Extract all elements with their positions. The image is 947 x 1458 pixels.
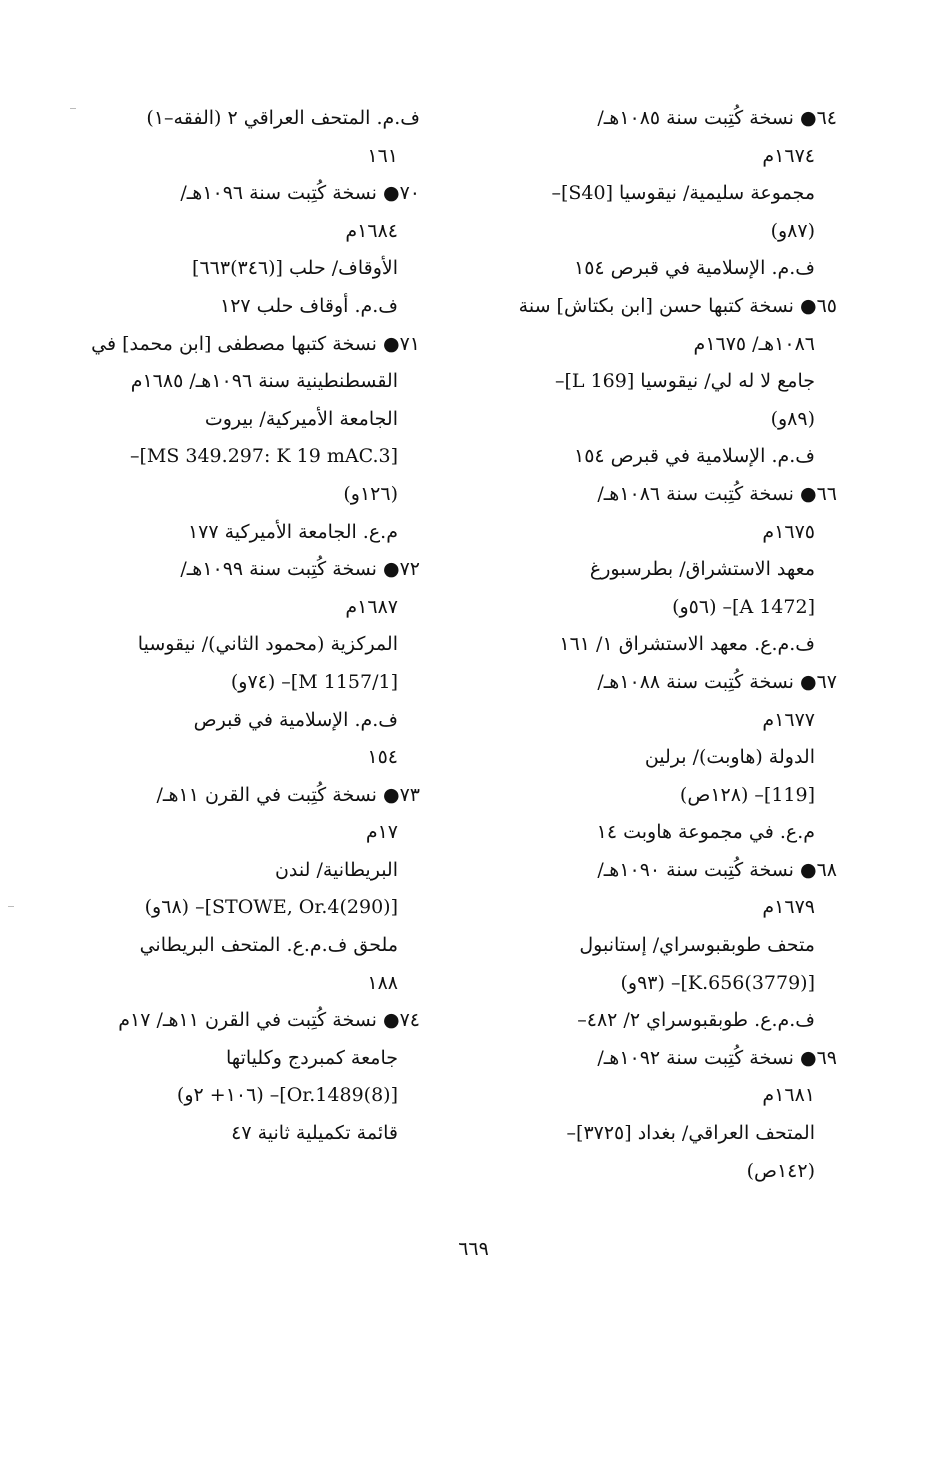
entry-detail-line: ١٠٨٦هـ/ ١٦٧٥م <box>693 332 815 355</box>
entry-heading-line: ٦٦● نسخة كُتِبت سنة ١٠٨٦هـ/ <box>597 482 837 505</box>
entry-heading-line: ٧٣● نسخة كُتِبت في القرن ١١هـ/ <box>156 783 420 806</box>
entry-detail-line: (١٢٦و) <box>343 482 398 505</box>
entry-detail-line: ١٨٨ <box>367 971 398 994</box>
entry-detail-line: ١٦١ <box>367 144 398 167</box>
manuscript-entry <box>90 326 420 552</box>
entry-detail-line: المركزية (محمود الثاني)/ نيقوسيا <box>137 633 398 656</box>
entry-heading-line: ٧٠● نسخة كُتِبت سنة ١٠٩٦هـ/ <box>180 182 420 205</box>
entry-detail-line: ف.م. الإسلامية في قبرص ١٥٤ <box>574 445 815 468</box>
entry-detail-line: البريطانية/ لندن <box>274 858 398 881</box>
entry-heading-line: ٦٧● نسخة كُتِبت سنة ١٠٨٨هـ/ <box>597 670 837 693</box>
entry-heading-line: ٦٩● نسخة كُتِبت سنة ١٠٩٢هـ/ <box>597 1046 837 1069</box>
entry-heading-line: ٧١● نسخة كتبها مصطفى [ابن محمد] في <box>91 332 420 355</box>
entry-detail-line: قائمة تكميلية ثانية ٤٧ <box>231 1122 398 1145</box>
manuscript-entry <box>90 1002 420 1152</box>
manuscript-entry <box>502 852 837 1040</box>
left-column <box>90 100 420 1153</box>
manuscript-entry <box>502 288 837 476</box>
entry-detail-line: ١٧م <box>365 821 398 844</box>
entry-detail-line: [119]– (١٢٨ص) <box>679 783 815 806</box>
entry-detail-line: الدولة (هاوبت)/ برلين <box>644 746 815 769</box>
entry-detail-line: متحف طوبقبوسراي/ إستانبول <box>579 934 815 957</box>
entry-detail-line: ١٦٨٧م <box>345 595 398 618</box>
entry-detail-line: ١٦٨٤م <box>345 219 398 242</box>
entry-detail-line: ١٥٤ <box>367 746 398 769</box>
manuscript-entry <box>90 175 420 325</box>
margin-mark <box>70 108 76 109</box>
entry-detail-line: ١٦٧٩م <box>762 896 815 919</box>
manuscript-entry <box>502 1040 837 1190</box>
entry-detail-line: مجموعة سليمية/ نيقوسيا [S40]– <box>551 182 815 205</box>
entry-detail-line: ١٦٧٥م <box>762 520 815 543</box>
entry-detail-line: معهد الاستشراق/ بطرسبورغ <box>589 558 815 581</box>
entry-detail-line: ف.م. الإسلامية في قبرص <box>193 708 398 731</box>
entry-detail-line: ف.م.ع. معهد الاستشراق ١/ ١٦١ <box>559 633 815 656</box>
right-column <box>502 100 837 1190</box>
entry-detail-line: ف.م. أوقاف حلب ١٢٧ <box>220 294 398 317</box>
manuscript-entry <box>502 476 837 664</box>
entry-detail-line: ف.م.ع. طوبقبوسراي ٢/ ٤٨٢– <box>577 1009 815 1032</box>
entry-detail-line: [(290)STOWE, Or.4]– (٦٨و) <box>144 896 398 919</box>
entry-detail-line: [M 1157/1]– (٧٤و) <box>230 670 398 693</box>
entry-detail-line: (٨٩و) <box>770 407 815 430</box>
page-number: ٦٦٩ <box>458 1238 489 1260</box>
entry-detail-line: ملحق ف.م.ع. المتحف البريطاني <box>139 934 398 957</box>
entry-detail-line: الأوقاف/ حلب [(٣٤٦)٦٦٣] <box>192 257 398 280</box>
entry-detail-line: جامعة كمبردج وكلياتها <box>226 1046 398 1069</box>
entry-heading-line: ف.م. المتحف العراقي ٢ (الفقه–١) <box>146 107 420 129</box>
entry-detail-line: القسطنطينية سنة ١٠٩٦هـ/ ١٦٨٥م <box>130 370 398 393</box>
entry-detail-line: (٨٧و) <box>770 219 815 242</box>
entry-detail-line: الجامعة الأميركية/ بيروت <box>204 407 398 430</box>
entry-detail-line: ١٦٧٧م <box>762 708 815 731</box>
manuscript-entry <box>90 551 420 777</box>
manuscript-entry <box>90 100 420 175</box>
manuscript-entry <box>502 664 837 852</box>
entry-detail-line: ف.م. الإسلامية في قبرص ١٥٤ <box>574 257 815 280</box>
entry-detail-line: جامع لا له لي/ نيقوسيا [L 169]– <box>554 370 815 393</box>
entry-detail-line: [A 1472]– (٥٦و) <box>672 595 815 618</box>
entry-detail-line: ١٦٧٤م <box>762 144 815 167</box>
entry-detail-line: [Or.1489(8)]– (١٠٦+ ٢و) <box>176 1084 398 1107</box>
entry-heading-line: ٦٤● نسخة كُتِبت سنة ١٠٨٥هـ/ <box>597 107 837 129</box>
entry-detail-line: (١٤٢ص) <box>746 1159 815 1182</box>
margin-mark <box>8 906 14 907</box>
entry-heading-line: ٧٤● نسخة كُتِبت في القرن ١١هـ/ ١٧م <box>118 1009 420 1032</box>
entry-detail-line: [(3779)K.656]– (٩٣و) <box>620 971 815 994</box>
manuscript-entry <box>502 100 837 288</box>
entry-detail-line: م.ع. الجامعة الأميركية ١٧٧ <box>187 520 398 543</box>
entry-heading-line: ٦٥● نسخة كتبها حسن [ابن بكتاش] سنة <box>518 294 837 317</box>
entry-detail-line: المتحف العراقي/ بغداد [٣٧٢٥]– <box>566 1122 815 1145</box>
entry-detail-line: م.ع. في مجموعة هاوبت ١٤ <box>596 821 815 844</box>
manuscript-entry <box>90 777 420 1003</box>
entry-heading-line: ٦٨● نسخة كُتِبت سنة ١٠٩٠هـ/ <box>597 858 837 881</box>
entry-detail-line: ١٦٨١م <box>762 1084 815 1107</box>
entry-detail-line: [MS 349.297: K 19 mAC.3]– <box>129 445 398 468</box>
entry-heading-line: ٧٢● نسخة كُتِبت سنة ١٠٩٩هـ/ <box>180 558 420 581</box>
